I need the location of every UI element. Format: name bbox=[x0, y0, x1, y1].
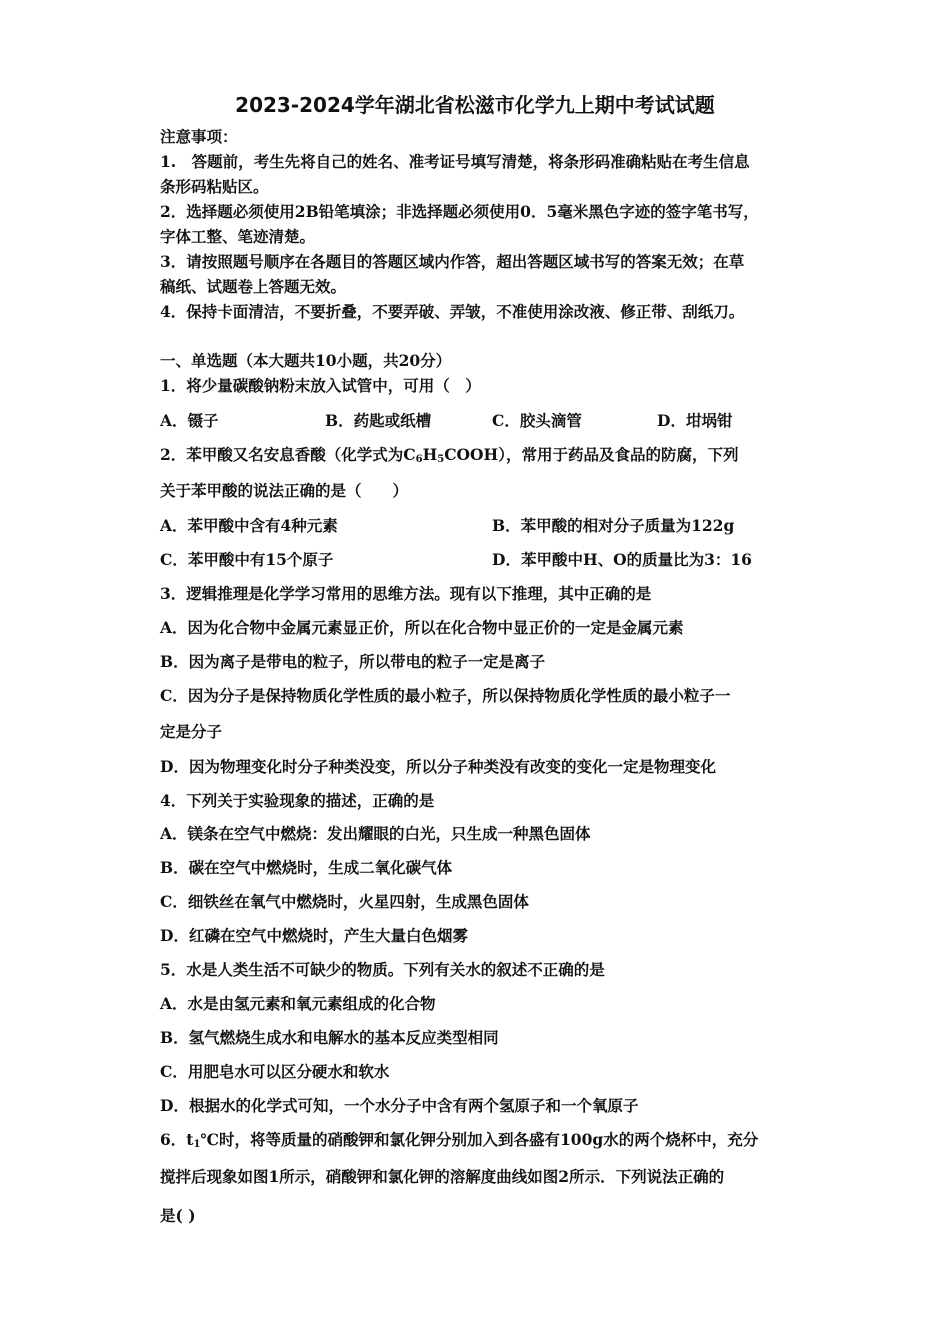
q5-option-d: D．根据水的化学式可知，一个水分子中含有两个氢原子和一个氧原子 bbox=[160, 1096, 639, 1115]
notice-item-2b: 字体工整、笔迹清楚。 bbox=[160, 227, 316, 246]
q1-option-a: A．镊子 bbox=[160, 411, 219, 430]
q3-option-d: D．因为物理变化时分子种类没变，所以分子种类没有改变的变化一定是物理变化 bbox=[160, 757, 716, 776]
notice-heading: 注意事项： bbox=[160, 127, 238, 146]
q5-option-c: C．用肥皂水可以区分硬水和软水 bbox=[160, 1062, 390, 1081]
q3-stem: 3．逻辑推理是化学学习常用的思维方法。现有以下推理，其中正确的是 bbox=[160, 584, 652, 603]
q2-subscript-5: 5 bbox=[437, 454, 445, 465]
q1-option-b: B．药匙或纸槽 bbox=[325, 411, 432, 430]
q4-option-c: C．细铁丝在氧气中燃烧时，火星四射，生成黑色固体 bbox=[160, 892, 529, 911]
q6-stem-part2: ℃时，将等质量的硝酸钾和氯化钾分别加入到各盛有100g水的两个烧杯中，充分 bbox=[200, 1130, 759, 1149]
q2-option-a: A．苯甲酸中含有4种元素 bbox=[160, 516, 338, 535]
q4-option-d: D．红磷在空气中燃烧时，产生大量白色烟雾 bbox=[160, 926, 468, 945]
notice-item-1b: 条形码粘贴区。 bbox=[160, 177, 269, 196]
q3-option-b: B．因为离子是带电的粒子，所以带电的粒子一定是离子 bbox=[160, 652, 546, 671]
q6-subscript-1: 1 bbox=[193, 1139, 201, 1150]
q1-option-d: D．坩埚钳 bbox=[657, 411, 733, 430]
q2-option-c: C．苯甲酸中有15个原子 bbox=[160, 550, 334, 569]
q2-stem-part2: COOH），常用于药品及食品的防腐，下列 bbox=[444, 445, 739, 464]
q2-stem-line2: 关于苯甲酸的说法正确的是（ ） bbox=[160, 481, 409, 500]
q4-option-a: A．镁条在空气中燃烧：发出耀眼的白光，只生成一种黑色固体 bbox=[160, 824, 591, 843]
q2-stem-line1 bbox=[160, 444, 800, 471]
q4-option-b: B．碳在空气中燃烧时，生成二氧化碳气体 bbox=[160, 858, 453, 877]
q2-stem-h: H bbox=[422, 445, 438, 464]
q2-option-b: B．苯甲酸的相对分子质量为122g bbox=[492, 516, 735, 535]
q6-stem-line3: 是( ) bbox=[160, 1206, 196, 1225]
q2-subscript-6: 6 bbox=[415, 454, 423, 465]
q4-stem: 4．下列关于实验现象的描述，正确的是 bbox=[160, 791, 435, 810]
notice-item-3a: 3．请按照题号顺序在各题目的答题区域内作答，超出答题区域书写的答案无效；在草 bbox=[160, 252, 745, 271]
q6-stem-line1 bbox=[160, 1129, 800, 1156]
q5-option-b: B．氢气燃烧生成水和电解水的基本反应类型相同 bbox=[160, 1028, 499, 1047]
q5-option-a: A．水是由氢元素和氧元素组成的化合物 bbox=[160, 994, 436, 1013]
q6-stem-part1: 6．t bbox=[160, 1130, 194, 1149]
notice-item-4: 4．保持卡面清洁，不要折叠，不要弄破、弄皱，不准使用涂改液、修正带、刮纸刀。 bbox=[160, 302, 745, 321]
notice-item-1a: 1. 答题前，考生先将自己的姓名、准考证号填写清楚，将条形码准确粘贴在考生信息 bbox=[160, 152, 750, 171]
notice-item-2a: 2．选择题必须使用2B铅笔填涂；非选择题必须使用0．5毫米黑色字迹的签字笔书写， bbox=[160, 202, 759, 221]
notice-item-3b: 稿纸、试题卷上答题无效。 bbox=[160, 277, 347, 296]
q2-option-d: D．苯甲酸中H、O的质量比为3：16 bbox=[492, 550, 752, 569]
q3-option-a: A．因为化合物中金属元素显正价，所以在化合物中显正价的一定是金属元素 bbox=[160, 618, 684, 637]
q6-stem-line2: 搅拌后现象如图1所示，硝酸钾和氯化钾的溶解度曲线如图2所示．下列说法正确的 bbox=[160, 1167, 725, 1186]
q1-stem: 1．将少量碳酸钠粉末放入试管中，可用（ ） bbox=[160, 376, 481, 395]
q1-option-c: C．胶头滴管 bbox=[492, 411, 582, 430]
exam-title: 2023-2024学年湖北省松滋市化学九上期中考试试题 bbox=[235, 93, 715, 117]
q5-stem: 5．水是人类生活不可缺少的物质。下列有关水的叙述不正确的是 bbox=[160, 960, 605, 979]
q3-option-c-line1: C．因为分子是保持物质化学性质的最小粒子，所以保持物质化学性质的最小粒子一 bbox=[160, 686, 731, 705]
q3-option-c-line2: 定是分子 bbox=[160, 722, 223, 741]
section-heading: 一、单选题（本大题共10小题，共20分） bbox=[160, 351, 452, 370]
q2-stem-part1: 2．苯甲酸又名安息香酸（化学式为C bbox=[160, 445, 416, 464]
